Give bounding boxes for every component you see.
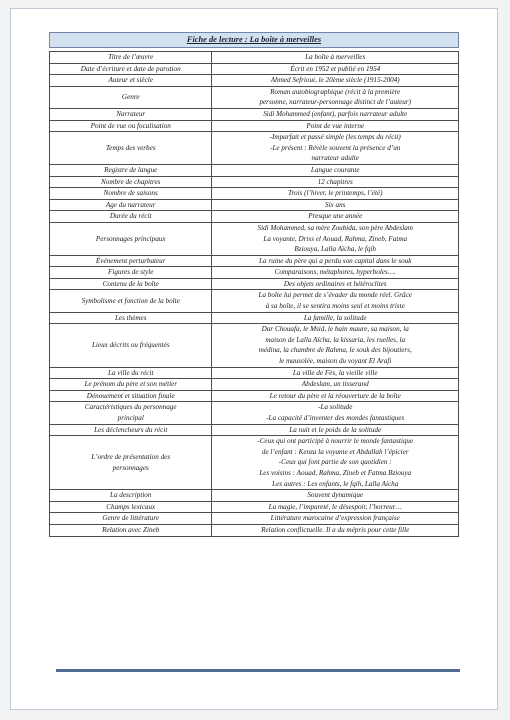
row-value-line: La ruine du père qui a perdu son capital dans le souk: [259, 256, 412, 265]
table-row: [50, 222, 459, 255]
row-label: [50, 132, 212, 165]
row-label-line: Titre de l’œuvre: [108, 53, 154, 61]
table-row: [50, 402, 459, 424]
row-value: [212, 390, 459, 402]
row-label: [50, 312, 212, 324]
table-row: [50, 436, 459, 490]
row-value-line: Six ans: [325, 200, 346, 209]
row-value-line: Langue courante: [310, 165, 360, 174]
row-value-line: La magie, l’impureté, le désespoir, l’horreur…: [268, 502, 402, 511]
reading-sheet: [49, 32, 459, 537]
row-label-line: Temps des verbes: [105, 143, 156, 152]
row-label: [50, 513, 212, 525]
row-value-line: Des objets ordinaires et hétéroclites: [283, 279, 387, 288]
row-value-line: Comparaisons, métaphores, hyperboles….: [274, 268, 396, 277]
row-label: [50, 367, 212, 379]
table-row: [50, 490, 459, 502]
row-value-line: Sidi Mohammed (enfant), parfois narrateur adulte: [263, 109, 408, 118]
row-label: [50, 86, 212, 108]
row-value: [212, 424, 459, 436]
row-label-line: Figures de style: [108, 268, 154, 277]
row-value-line: personne, narrateur-personnage distinct de l’auteur): [259, 98, 412, 107]
reading-sheet-table: [49, 51, 459, 537]
table-row: [50, 513, 459, 525]
row-label: [50, 278, 212, 290]
table-row: [50, 199, 459, 211]
row-value: [212, 75, 459, 87]
row-label: [50, 255, 212, 267]
row-value-line: -Ceux qui font partie de son quotidien :: [278, 458, 392, 467]
row-value: [212, 199, 459, 211]
row-label: [50, 199, 212, 211]
row-value-line: 12 chapitres: [317, 177, 353, 186]
row-label-line: personnages: [112, 463, 149, 472]
table-row: [50, 524, 459, 536]
table-row: [50, 324, 459, 367]
row-value-line: -La capacité d’inventer des mondes fantastiques: [266, 414, 405, 422]
row-label-line: Le prénom du père et son métier: [84, 380, 177, 389]
table-row: [50, 501, 459, 513]
row-value-line: La boîte lui permet de s’évader du monde réel. Grâce: [258, 291, 412, 300]
row-value: [212, 52, 459, 64]
row-value: [212, 120, 459, 132]
row-label: [50, 490, 212, 502]
table-row: [50, 75, 459, 87]
row-label-line: Caractéristiques du personnage: [84, 403, 177, 412]
row-label-line: Narrateur: [116, 109, 146, 118]
table-row: [50, 255, 459, 267]
row-label: [50, 324, 212, 367]
table-row: [50, 290, 459, 312]
row-value-line: -Le présent : Révèle souvent la présence d’un: [270, 143, 401, 152]
row-value-line: -La solitude: [318, 403, 353, 412]
row-value-line: La nuit et le poids de la solitude: [289, 425, 382, 434]
row-label: [50, 176, 212, 188]
row-label-line: Symbolisme et fonction de la boîte: [81, 296, 180, 305]
row-label-line: Dénouement et situation finale: [86, 391, 175, 400]
row-label-line: Champs lexicaux: [106, 502, 156, 511]
row-value-line: Abdeslam, un tisserand: [301, 380, 369, 389]
table-body: [50, 52, 459, 537]
row-label-line: Événement perturbateur: [95, 256, 166, 265]
row-label-line: Auteur et siècle: [108, 76, 153, 85]
row-value-line: narrateur adulte: [311, 154, 359, 163]
table-row: [50, 176, 459, 188]
table-row: [50, 188, 459, 200]
row-value: [212, 267, 459, 279]
row-value: [212, 312, 459, 324]
sheet-title: Fiche de lecture : La boîte à merveilles: [49, 32, 459, 48]
row-value: [212, 490, 459, 502]
table-row: [50, 379, 459, 391]
row-value-line: Les autres : Les enfants, le fqih, Lalla Aicha: [272, 479, 399, 488]
table-row: [50, 367, 459, 379]
row-label-line: Les thèmes: [114, 313, 147, 322]
row-label: [50, 501, 212, 513]
row-value-line: maison de Lalla Aïcha, la kissaria, les ruelles, la: [265, 335, 406, 344]
row-value-line: le mausolée, maison du voyant El Arafi: [279, 357, 392, 366]
row-value-line: Ahmed Sefrioui, le 20ème siècle (1915-2004): [270, 76, 400, 85]
table-row: [50, 278, 459, 290]
row-value-line: La ville de Fès, la vieille ville: [292, 368, 378, 377]
row-value-line: de l’enfant : Kenza la voyante et Abdallah l’épicier: [261, 447, 409, 456]
row-label: [50, 290, 212, 312]
row-label: [50, 211, 212, 223]
row-label-line: Lieux décrits ou fréquentés: [91, 341, 170, 350]
row-value: [212, 278, 459, 290]
row-value: [212, 222, 459, 255]
row-label-line: Age du narrateur: [105, 200, 156, 209]
row-label: [50, 267, 212, 279]
row-value-line: médina, la chambre de Rahma, le souk des bijoutiers,: [258, 346, 412, 355]
row-value-line: Écrit en 1952 et publié en 1954: [290, 64, 381, 73]
row-value-line: -Imparfait et passé simple (les temps du récit): [269, 133, 401, 142]
row-label: [50, 164, 212, 176]
row-value: [212, 108, 459, 120]
row-value: [212, 164, 459, 176]
footer-divider: [56, 669, 460, 672]
row-value: [212, 513, 459, 525]
table-row: [50, 390, 459, 402]
row-label-line: Nombre de chapitres: [101, 177, 161, 186]
row-label-line: Relation avec Zineb: [102, 525, 160, 534]
row-value: [212, 255, 459, 267]
row-label-line: Personnages principaux: [95, 234, 166, 243]
row-value-line: Presque une année: [308, 212, 363, 221]
table-row: [50, 424, 459, 436]
row-value: [212, 367, 459, 379]
row-value-line: La voyante, Driss el Aouad, Rahma, Zineb, Fatma: [263, 234, 408, 243]
row-label: [50, 390, 212, 402]
row-label-line: Registre de langue: [104, 165, 158, 174]
row-value: [212, 324, 459, 367]
row-label: [50, 188, 212, 200]
row-value-line: Sidi Mohammed, sa mère Zoubida, son père Abdeslam: [257, 223, 413, 232]
table-row: [50, 63, 459, 75]
row-value-line: Roman autobiographique (récit à la première: [270, 87, 401, 96]
row-value-line: Les voisins : Aouad, Rahma, Zineb et Fatma Bziouya: [259, 468, 412, 477]
row-label-line: Les déclencheurs du récit: [94, 425, 168, 434]
row-value-line: La boîte à merveilles: [305, 53, 366, 61]
row-value-line: Point de vue interne: [306, 121, 365, 130]
row-label: [50, 524, 212, 536]
row-label-line: La description: [109, 491, 152, 500]
row-value: [212, 436, 459, 490]
row-value: [212, 86, 459, 108]
row-value-line: à sa boîte, il se sentira moins seul et moins triste: [265, 302, 405, 311]
row-label-line: Nombre de saisons: [103, 189, 158, 198]
table-row: [50, 267, 459, 279]
table-row: [50, 108, 459, 120]
row-value: [212, 211, 459, 223]
row-value-line: Relation conflictuelle. Il a du mépris pour cette fille: [261, 525, 410, 534]
row-label: [50, 75, 212, 87]
row-value: [212, 132, 459, 165]
row-label: [50, 402, 212, 424]
row-value: [212, 63, 459, 75]
row-value: [212, 379, 459, 391]
row-value: [212, 176, 459, 188]
row-value-line: Trois (l’hiver, le printemps, l’été): [287, 189, 383, 198]
row-label-line: Contenu de la boîte: [102, 279, 159, 288]
row-label: [50, 108, 212, 120]
table-row: [50, 132, 459, 165]
table-row: [50, 164, 459, 176]
row-label: [50, 120, 212, 132]
row-value-line: -Ceux qui ont participé à nourrir le monde fantastique: [257, 437, 414, 446]
row-label-line: Date d’écriture et date de parution: [80, 64, 181, 73]
row-value: [212, 501, 459, 513]
row-value: [212, 402, 459, 424]
row-value-line: Littérature marocaine d’expression française: [270, 514, 400, 523]
row-value: [212, 524, 459, 536]
row-label-line: principal: [117, 414, 144, 422]
row-label: [50, 424, 212, 436]
table-row: [50, 312, 459, 324]
row-value-line: Bziouya, Lalla Aïcha, le fqih: [294, 245, 377, 254]
table-row: [50, 211, 459, 223]
row-label-line: Genre: [121, 93, 140, 102]
table-row: [50, 86, 459, 108]
row-label-line: Durée du récit: [109, 212, 152, 221]
table-row: [50, 120, 459, 132]
row-label: [50, 222, 212, 255]
document-page: [10, 8, 498, 710]
row-value: [212, 290, 459, 312]
table-row: [50, 52, 459, 64]
row-label-line: Genre de littérature: [102, 514, 160, 523]
row-label-line: L’ordre de présentation des: [91, 453, 171, 462]
row-label: [50, 379, 212, 391]
row-label: [50, 52, 212, 64]
row-value-line: La famille, la solitude: [303, 313, 367, 322]
row-value-line: Souvent dynamique: [307, 491, 364, 500]
row-value-line: Dar Chouafa, le Msid, le bain maure, sa maison, la: [261, 325, 409, 334]
row-value: [212, 188, 459, 200]
row-label: [50, 436, 212, 490]
row-label-line: La ville du récit: [108, 368, 154, 377]
row-label-line: Point de vue ou focalisation: [90, 121, 171, 130]
row-label: [50, 63, 212, 75]
row-value-line: Le retour du père et la réouverture de la boîte: [269, 391, 401, 400]
